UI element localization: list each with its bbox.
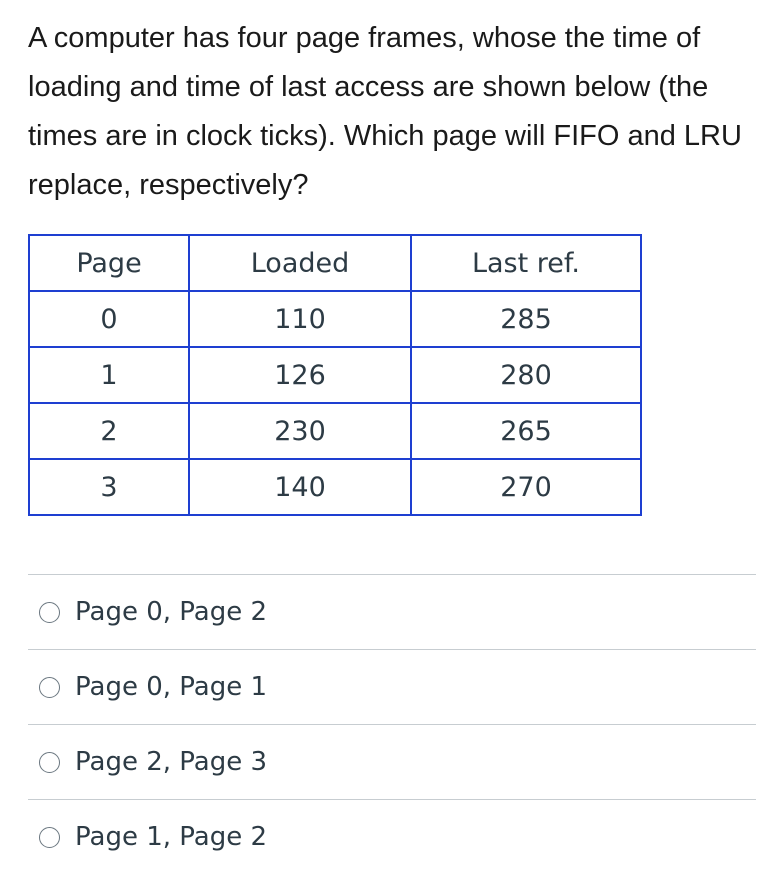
table-row <box>29 403 641 459</box>
page-frame-table <box>28 234 642 516</box>
answer-label[interactable]: Page 0, Page 2 <box>75 597 268 627</box>
answer-option-1[interactable] <box>28 574 756 649</box>
cell-page: 2 <box>29 403 189 459</box>
cell-loaded: 126 <box>189 347 411 403</box>
table-row <box>29 459 641 515</box>
answer-option-3[interactable] <box>28 724 756 799</box>
cell-last-ref: 265 <box>411 403 641 459</box>
cell-loaded: 140 <box>189 459 411 515</box>
radio-button[interactable] <box>39 827 60 848</box>
answer-label[interactable]: Page 0, Page 1 <box>75 672 268 702</box>
radio-button[interactable] <box>39 752 60 773</box>
column-header-last-ref: Last ref. <box>411 235 641 291</box>
question-text: A computer has four page frames, whose the time of loading and time of last access are shown below (the times are in clock ticks). Which page will FIFO and LRU replace, respectively? <box>28 22 742 201</box>
column-header-page: Page <box>29 235 189 291</box>
answer-option-2[interactable] <box>28 649 756 724</box>
cell-loaded: 230 <box>189 403 411 459</box>
answer-label[interactable]: Page 1, Page 2 <box>75 822 268 852</box>
answer-option-4[interactable] <box>28 799 756 874</box>
cell-last-ref: 285 <box>411 291 641 347</box>
cell-last-ref: 270 <box>411 459 641 515</box>
cell-page: 1 <box>29 347 189 403</box>
answer-label[interactable]: Page 2, Page 3 <box>75 747 268 777</box>
answer-list <box>28 574 756 874</box>
cell-page: 3 <box>29 459 189 515</box>
table-row <box>29 291 641 347</box>
column-header-loaded: Loaded <box>189 235 411 291</box>
table-row <box>29 347 641 403</box>
radio-button[interactable] <box>39 677 60 698</box>
radio-button[interactable] <box>39 602 60 623</box>
cell-page: 0 <box>29 291 189 347</box>
cell-last-ref: 280 <box>411 347 641 403</box>
table-header-row <box>29 235 641 291</box>
cell-loaded: 110 <box>189 291 411 347</box>
